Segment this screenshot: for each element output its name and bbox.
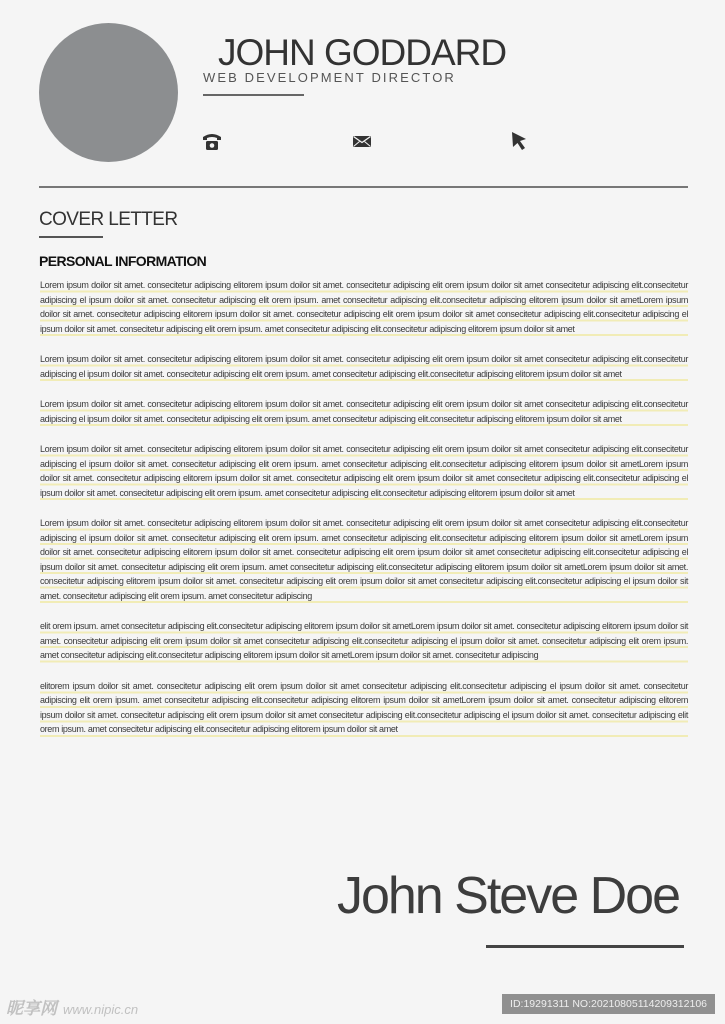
paragraph: Lorem ipsum doilor sit amet. consecitetur adipiscing elitorem ipsum doilor sit amet. consecitetur adipiscing elit orem ipsum doilor sit amet consecitetur adipiscing elit.consecitetur adipiscing el ipsum doilor sit amet. consecitetur adipiscing elit orem ipsum. amet consecitetur adipiscing elit.consecitetur adipiscing elitorem ipsum doilor sit amet: [40, 352, 688, 381]
paragraph: Lorem ipsum doilor sit amet. consecitetur adipiscing elitorem ipsum doilor sit amet. consecitetur adipiscing elit orem ipsum doilor sit amet consecitetur adipiscing elit.consecitetur adipiscing el ipsum doilor sit amet. consecitetur adipiscing elit orem ipsum. amet consecitetur adipiscing elit.consecitetur adipiscing elitorem ipsum doilor sit ametLorem ipsum doilor sit amet. consecitetur adipiscing elitorem ipsum doilor sit amet. consecitetur adipiscing elit orem ipsum doilor sit amet consecitetur adipiscing elit.consecitetur adipiscing el ipsum doilor sit amet. consecitetur adipiscing elit orem ipsum. amet consecitetur adipiscing elit.consecitetur adipiscing elitorem ipsum doilor sit ametLorem ipsum doilor sit amet. consecitetur adipiscing elitorem ipsum doilor sit amet. consecitetur adipiscing elit orem ipsum doilor sit amet consecitetur adipiscing elit.consecitetur adipiscing el ipsum doilor sit amet. consecitetur adipiscing elit orem ipsum. amet consecitetur adipiscing: [40, 516, 688, 603]
section-title: COVER LETTER: [39, 209, 178, 230]
role-underline: [203, 94, 304, 96]
paragraph: Lorem ipsum doilor sit amet. consecitetur adipiscing elitorem ipsum doilor sit amet. consecitetur adipiscing elit orem ipsum doilor sit amet consecitetur adipiscing elit.consecitetur adipiscing el ipsum doilor sit amet. consecitetur adipiscing elit orem ipsum. amet consecitetur adipiscing elit.consecitetur adipiscing elitorem ipsum doilor sit amet: [40, 397, 688, 426]
watermark-logo-text: 昵享网: [6, 999, 57, 1018]
subsection-title: PERSONAL INFORMATION: [39, 253, 207, 269]
cursor-icon: [509, 130, 531, 152]
mail-icon: [351, 130, 373, 152]
phone-icon: [201, 130, 223, 152]
paragraph: elitorem ipsum doilor sit amet. consecitetur adipiscing elit orem ipsum doilor sit amet consecitetur adipiscing elit.consecitetur adipiscing el ipsum doilor sit amet. consecitetur adipiscing elit orem ipsum. amet consecitetur adipiscing elit.consecitetur adipiscing elitorem ipsum doilor sit ametLorem ipsum doilor sit amet. consecitetur adipiscing elitorem ipsum doilor sit amet. consecitetur adipiscing elit orem ipsum doilor sit amet consecitetur adipiscing elit.consecitetur adipiscing el ipsum doilor sit amet. consecitetur adipiscing elit orem ipsum. amet consecitetur adipiscing elit.consecitetur adipiscing elitorem ipsum doilor sit amet: [40, 679, 688, 737]
letter-body: [40, 278, 688, 753]
watermark-site: [6, 994, 138, 1019]
signature-name: John Steve Doe: [336, 867, 679, 925]
paragraph: Lorem ipsum doilor sit amet. consecitetur adipiscing elitorem ipsum doilor sit amet. consecitetur adipiscing elit orem ipsum doilor sit amet consecitetur adipiscing elit.consecitetur adipiscing el ipsum doilor sit amet. consecitetur adipiscing elit orem ipsum. amet consecitetur adipiscing elit.consecitetur adipiscing elitorem ipsum doilor sit ametLorem ipsum doilor sit amet. consecitetur adipiscing elitorem ipsum doilor sit amet. consecitetur adipiscing elit orem ipsum doilor sit amet consecitetur adipiscing elit.consecitetur adipiscing el ipsum doilor sit amet. consecitetur adipiscing elit orem ipsum. amet consecitetur adipiscing elit.consecitetur adipiscing elitorem ipsum doilor sit amet: [40, 442, 688, 500]
header-divider: [39, 186, 688, 188]
paragraph: elit orem ipsum. amet consecitetur adipiscing elit.consecitetur adipiscing elitorem ipsum doilor sit ametLorem ipsum doilor sit amet. consecitetur adipiscing elitorem ipsum doilor sit amet. consecitetur adipiscing elit orem ipsum doilor sit amet consecitetur adipiscing elit.consecitetur adipiscing el ipsum doilor sit amet. consecitetur adipiscing elit orem ipsum. amet consecitetur adipiscing elit.consecitetur adipiscing elitorem ipsum doilor sit ametLorem ipsum doilor sit amet. consecitetur adipiscing: [40, 619, 688, 663]
watermark-id: ID:19291311 NO:20210805114209312106: [502, 994, 715, 1014]
signature-underline: [486, 945, 684, 948]
avatar: [39, 23, 178, 162]
paragraph: Lorem ipsum doilor sit amet. consecitetur adipiscing elitorem ipsum doilor sit amet. consecitetur adipiscing elit orem ipsum doilor sit amet consecitetur adipiscing elit.consecitetur adipiscing el ipsum doilor sit amet. consecitetur adipiscing elit orem ipsum. amet consecitetur adipiscing elit.consecitetur adipiscing elitorem ipsum doilor sit ametLorem ipsum doilor sit amet. consecitetur adipiscing elitorem ipsum doilor sit amet. consecitetur adipiscing elit orem ipsum doilor sit amet consecitetur adipiscing elit.consecitetur adipiscing el ipsum doilor sit amet. consecitetur adipiscing elit orem ipsum. amet consecitetur adipiscing elit.consecitetur adipiscing elitorem ipsum doilor sit amet: [40, 278, 688, 336]
section-title-underline: [39, 236, 103, 238]
header-role: WEB DEVELOPMENT DIRECTOR: [203, 70, 456, 85]
header-name: JOHN GODDARD: [218, 32, 507, 73]
watermark-url: www.nipic.cn: [63, 1002, 139, 1017]
